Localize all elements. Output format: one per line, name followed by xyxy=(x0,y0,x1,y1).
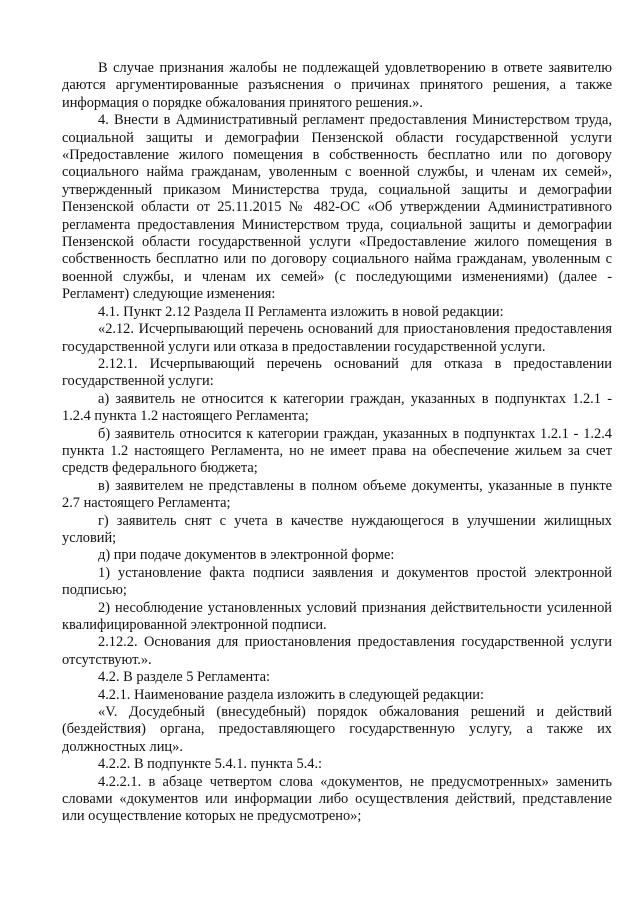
list-item: 1) установление факта подписи заявления и документов простой электронной подписью; xyxy=(62,564,612,599)
paragraph: 4.2.2.1. в абзаце четвертом слова «документов, не предусмотренных» заменить словами «документов или информации либо осуществления действий, представление или осуществление которых не предусмотрено»; xyxy=(62,773,612,825)
paragraph: «2.12. Исчерпывающий перечень оснований для приостановления предоставления государственной услуги или отказа в предоставлении государственной услуги. xyxy=(62,321,612,355)
paragraph: 4.1. Пункт 2.12 Раздела II Регламента изложить в новой редакции: xyxy=(98,303,504,320)
paragraph: 2.12.1. Исчерпывающий перечень оснований для отказа в предоставлении государственной услуги: xyxy=(62,355,612,390)
paragraph: 4.2.2. В подпункте 5.4.1. пункта 5.4.: xyxy=(98,756,323,773)
list-item: г) заявитель снят с учета в качестве нуждающегося в улучшении жилищных условий; xyxy=(62,512,612,546)
document-page xyxy=(62,60,612,826)
list-item: а) заявитель не относится к категории граждан, указанных в подпунктах 1.2.1 - 1.2.4 пункта 1.2 настоящего Регламента; xyxy=(62,390,612,425)
paragraph: 4.2. В разделе 5 Регламента: xyxy=(98,669,271,686)
list-item: б) заявитель относится к категории граждан, указанных в подпунктах 1.2.1 - 1.2.4 пункта 1.2 настоящего Регламента, но не имеет права на обеспечение жильем за счет средств федерального бюджета; xyxy=(62,425,612,477)
list-item: в) заявителем не представлены в полном объеме документы, указанные в пункте 2.7 настоящего Регламента; xyxy=(62,477,612,512)
list-item: д) при подаче документов в электронной форме: xyxy=(98,547,395,564)
paragraph: В случае признания жалобы не подлежащей удовлетворению в ответе заявителю даются аргументированные разъяснения о причинах принятого решения, а также информация о порядке обжалования принятого решения.». xyxy=(62,60,612,111)
paragraph: 2.12.2. Основания для приостановления предоставления государственной услуги отсутствуют.». xyxy=(62,634,612,668)
paragraph: 4. Внести в Административный регламент предоставления Министерством труда, социальной защиты и демографии Пензенской области государственной услуги «Предоставление жилого помещения в собственность бесплатно или по договору социального найма гражданам, уволенным с военной службы, и членам их семей», утвержденный приказом Министерства труда, социальной защиты и демографии Пензенской области от 25.11.2015 № 482-ОС «Об утверждении Административного регламента предоставления Министерством труда, социальной защиты и демографии Пензенской области государственной услуги «Предоставление жилого помещения в собственность бесплатно или по договору социального найма гражданам, уволенным с военной службы, и членам их семей» (с последующими изменениями) (далее - Регламент) следующие изменения: xyxy=(62,112,612,303)
paragraph: 4.2.1. Наименование раздела изложить в следующей редакции: xyxy=(98,686,484,703)
paragraph: «V. Досудебный (внесудебный) порядок обжалования решений и действий (бездействия) органа, предоставляющего государственную услугу, а также их должностных лиц». xyxy=(62,704,612,755)
list-item: 2) несоблюдение установленных условий признания действительности усиленной квалифицированной электронной подписи. xyxy=(62,599,612,633)
